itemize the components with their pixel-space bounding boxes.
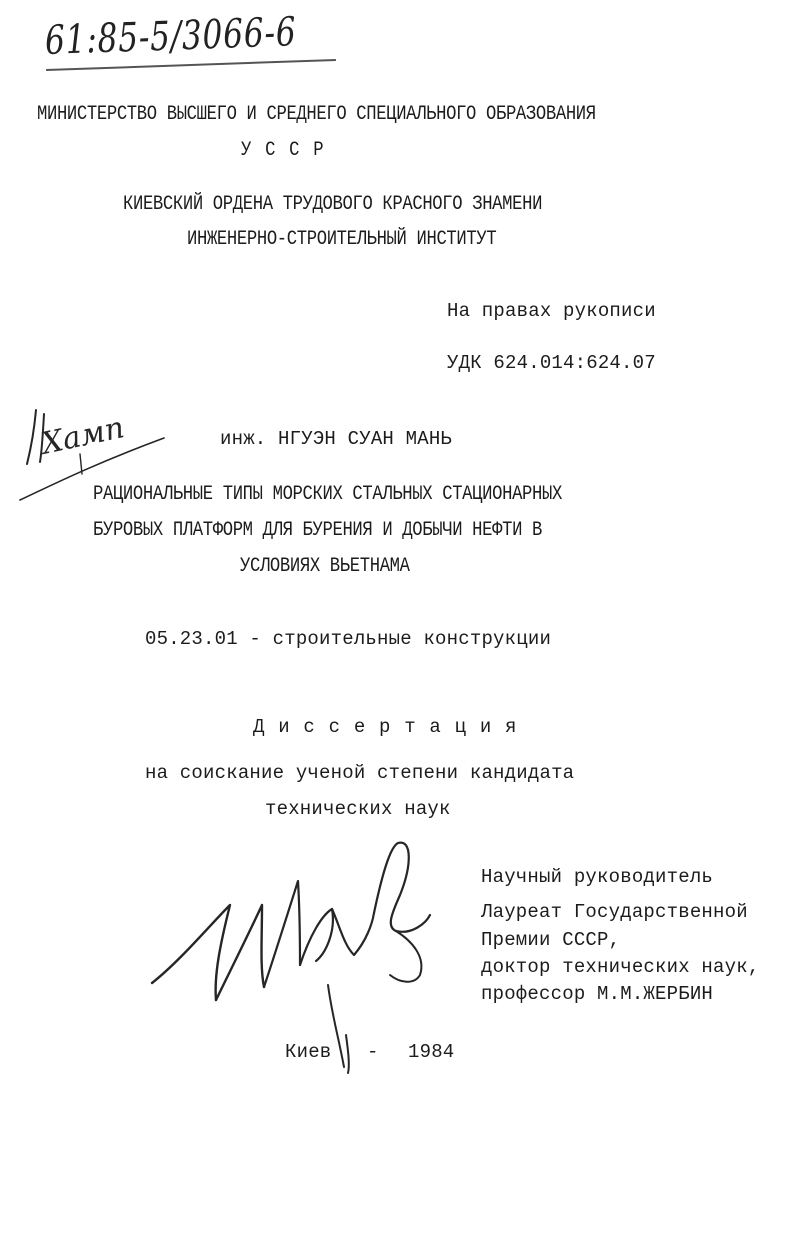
degree-line-2: технических наук	[265, 798, 451, 820]
supervisor-title-3: доктор технических наук,	[481, 956, 760, 978]
degree-line-1: на соискание ученой степени кандидата	[145, 762, 575, 784]
supervisor-title-1: Лауреат Государственной	[481, 901, 748, 923]
archive-code: 61:85-5/3066-6	[44, 9, 298, 64]
institute-line-1: КИЕВСКИЙ ОРДЕНА ТРУДОВОГО КРАСНОГО ЗНАМЕНИ	[123, 193, 543, 216]
specialty: 05.23.01 - строительные конструкции	[145, 628, 552, 650]
author-signature-text: Хамп	[38, 410, 128, 462]
supervisor-role: Научный руководитель	[481, 866, 714, 888]
title-line-2: БУРОВЫХ ПЛАТФОРМ ДЛЯ БУРЕНИЯ И ДОБЫЧИ НЕФТИ В	[93, 519, 543, 542]
author-name: инж. НГУЭН СУАН МАНЬ	[220, 428, 453, 450]
supervisor-signature	[150, 835, 450, 1075]
document-type: Д и с с е р т а ц и я	[253, 716, 518, 738]
ministry-name: МИНИСТЕРСТВО ВЫСШЕГО И СРЕДНЕГО СПЕЦИАЛЬНОГО ОБРАЗОВАНИЯ	[37, 103, 596, 126]
title-line-3: УСЛОВИЯХ ВЬЕТНАМА	[240, 555, 410, 578]
title-line-1: РАЦИОНАЛЬНЫЕ ТИПЫ МОРСКИХ СТАЛЬНЫХ СТАЦИОНАРНЫХ	[93, 483, 562, 506]
year: 1984	[408, 1041, 455, 1063]
supervisor-name: профессор М.М.ЖЕРБИН	[481, 983, 714, 1005]
city: Киев	[285, 1041, 332, 1063]
manuscript-note: На правах рукописи	[447, 300, 656, 322]
udc-code: УДК 624.014:624.07	[447, 352, 656, 374]
supervisor-title-2: Премии СССР,	[481, 929, 621, 951]
institute-line-2: ИНЖЕНЕРНО-СТРОИТЕЛЬНЫЙ ИНСТИТУТ	[187, 228, 497, 251]
republic-name: У С С Р	[241, 139, 326, 162]
footer-dash: -	[367, 1041, 379, 1063]
